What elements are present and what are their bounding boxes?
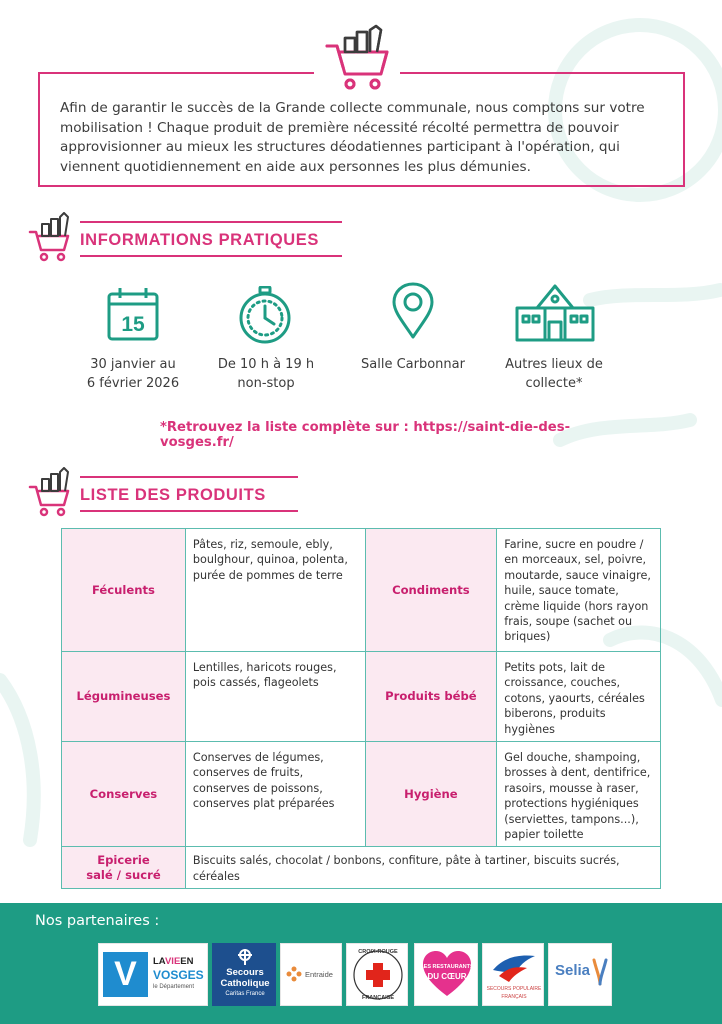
info-date: 30 janvier au 6 février 2026 [86,357,180,391]
shopping-cart-icon [28,467,72,517]
clock-icon [237,286,293,344]
shopping-cart-icon [28,212,72,262]
section-line [80,510,298,512]
category-cell: Hygiène [365,742,497,847]
intro-text: Afin de garantir le succès de la Grande collecte communale, nous comptons sur votre mobilisation ! Chaque produit de première nécessité récolté permettra de pouvoir approvisionner au mieux les structures déodatiennes participant à l'opération, qui viennent quotidiennement en aide aux personnes les plus démunies. [60,100,645,175]
info-hours: De 10 h à 19 h non-stop [217,357,315,391]
products-cell: Gel douche, shampoing, brosses à dent, dentifrice, rasoirs, mousse à raser, protections hygiéniques (serviettes, tampons...), papier toilette [497,742,661,847]
category-cell: Conserves [62,742,186,847]
section-title-infos: INFORMATIONS PRATIQUES [80,231,320,249]
dove-icon [489,950,539,984]
partner-logo-secours-catholique: Secours Catholique Caritas France [212,943,276,1006]
table-row [62,652,661,742]
calendar-number: 15 [121,313,145,336]
products-cell: Pâtes, riz, semoule, ebly, boulghour, quinoa, polenta, purée de pommes de terre [185,529,365,652]
table-row [62,847,661,889]
section-line [80,255,342,257]
section-line [80,221,342,223]
products-table [61,528,661,889]
partner-logo-entraide: Entraide [280,943,342,1006]
website-link[interactable]: *Retrouvez la liste complète sur : https://saint-die-des-vosges.fr/ [160,420,571,450]
partner-logo-secours-populaire: SECOURS POPULAIRE FRANÇAIS [482,943,544,1006]
selia-mark-icon [591,956,609,986]
category-cell: Produits bébé [365,652,497,742]
info-place: Salle Carbonnar [361,357,465,372]
section-line [80,476,298,478]
partner-logo-selia: Selia [548,943,612,1006]
products-cell: Lentilles, haricots rouges, pois cassés, flageolets [185,652,365,742]
vosges-v-mark: V [103,952,148,997]
partner-logo-vosges: V LAVIEEN VOSGES le Département [98,943,208,1006]
calendar-icon [106,286,160,342]
products-cell: Farine, sucre en poudre / en morceaux, sel, poivre, moutarde, sauce vinaigre, huile, sauce tomate, crème liquide (hors rayon frais, soupe (sachet ou briques) [497,529,661,652]
category-cell: Féculents [62,529,186,652]
partners-title: Nos partenaires : [35,913,160,929]
category-cell: Epicerie salé / sucré [62,847,186,889]
products-cell: Petits pots, lait de croissance, couches, cotons, yaourts, céréales biberons, produits hygiènes [497,652,661,742]
table-row [62,529,661,652]
location-pin-icon [391,282,435,340]
shopping-cart-icon [323,24,393,94]
category-cell: Légumineuses [62,652,186,742]
cross-icon [235,948,255,966]
products-cell: Biscuits salés, chocolat / bonbons, confiture, pâte à tartiner, biscuits sucrés, céréales [185,847,660,889]
products-cell: Conserves de légumes, conserves de fruits, conserves de poissons, conserves plat préparées [185,742,365,847]
category-cell: Condiments [365,529,497,652]
building-icon [515,282,595,342]
info-other-places: Autres lieux de collecte* [505,357,603,391]
flower-icon [286,966,302,982]
section-title-products: LISTE DES PRODUITS [80,486,266,504]
partner-logo-croix-rouge: CROIX-ROUGE FRANÇAISE [346,943,408,1006]
partner-logo-restos-du-coeur: LES RESTAURANTS DU CŒUR [414,943,478,1006]
table-row [62,742,661,847]
